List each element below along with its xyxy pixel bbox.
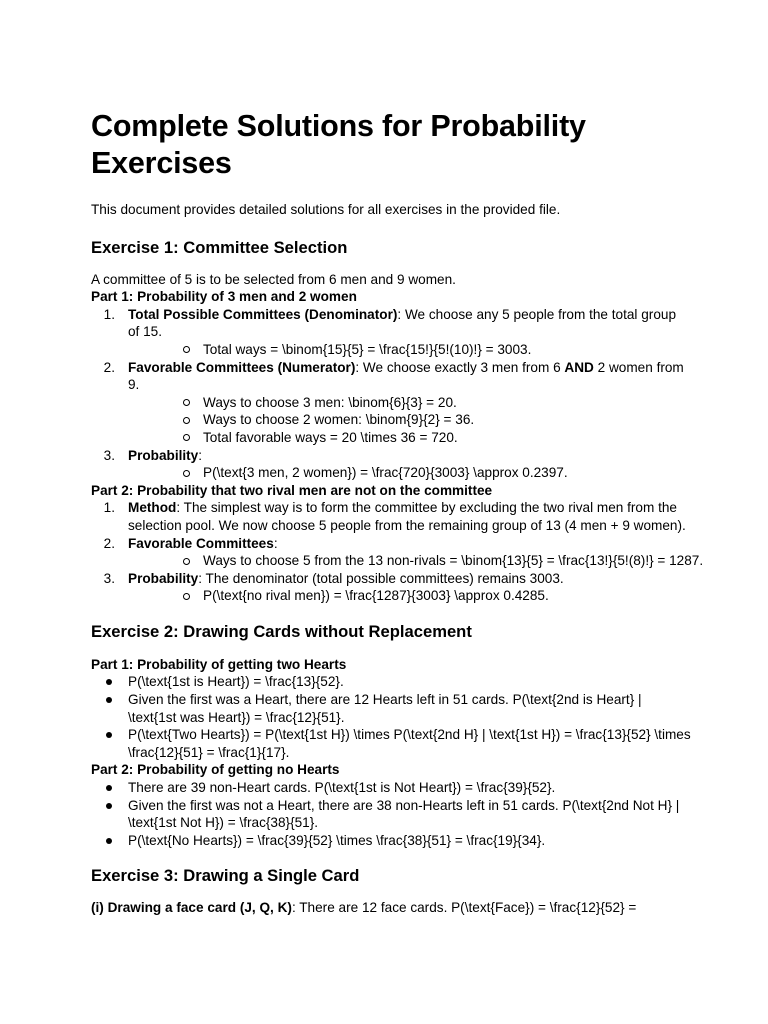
list-item: 2. Favorable Committees (Numerator): We choose exactly 3 men from 6 AND 2 women from 9. Ways to choose 3 men: \binom{6}{3} = 20. Ways to choose 2 women: \binom{9}{2} = 36. Total favorable ways = 20 \times 36 = 720. (91, 359, 691, 447)
list-item: 1. Method: The simplest way is to form the committee by excluding the two rival men from the selection pool. We now choose 5 people from the remaining group of 13 (4 men + 9 women). (103, 500, 686, 533)
sub-item: Ways to choose 5 from the 13 non-rivals = \binom{13}{5} = \frac{13!}{5!(8)!} = 1287. (128, 552, 691, 570)
bullet-item: P(\text{No Hearts}) = \frac{39}{52} \times \frac{38}{51} = \frac{19}{34}. (91, 832, 691, 850)
sub-list (128, 464, 691, 482)
bullet-item: Given the first was a Heart, there are 12 Hearts left in 51 cards. P(\text{2nd is Heart} | \text{1st was Heart}) = \frac{12}{51}. (91, 691, 691, 726)
sub-list (128, 552, 704, 570)
bullet-item: Given the first was not a Heart, there are 38 non-Hearts left in 51 cards. P(\text{2nd Not H} | \text{1st Not H}) = \frac{38}{51}. (91, 797, 691, 832)
exercise-2-heading: Exercise 2: Drawing Cards without Replacement (91, 621, 472, 641)
bullet-list (91, 673, 691, 761)
sub-item: Ways to choose 2 women: \binom{9}{2} = 36. (128, 411, 691, 429)
sub-item: Total ways = \binom{15}{5} = \frac{15!}{5!(10)!} = 3003. (128, 341, 691, 359)
list-item: 2. Favorable Committees: Ways to choose 5 from the 13 non-rivals = \binom{13}{5} = \frac{13!}{5!(8)!} = 1287. (103, 535, 704, 569)
exercise-1-intro: A committee of 5 is to be selected from 6 men and 9 women. (91, 271, 456, 287)
intro-paragraph: This document provides detailed solutions for all exercises in the provided file. (91, 202, 561, 217)
part-heading: Part 2: Probability that two rival men are not on the committee (91, 482, 493, 498)
bullet-item: There are 39 non-Heart cards. P(\text{1st is Not Heart}) = \frac{39}{52}. (91, 779, 691, 797)
part-heading: Part 1: Probability of 3 men and 2 women (91, 289, 357, 305)
numbered-list (91, 306, 691, 482)
numbered-list (91, 499, 704, 605)
document-title: Complete Solutions for Probability Exercises (91, 109, 586, 180)
exercise-3-heading: Exercise 3: Drawing a Single Card (91, 866, 360, 886)
bullet-item: P(\text{1st is Heart}) = \frac{13}{52}. (91, 673, 691, 691)
sub-list (128, 394, 691, 447)
bullet-item: P(\text{Two Hearts}) = P(\text{1st H}) \times P(\text{2nd H} | \text{1st H}) = \frac{13}{52} \times \frac{12}{51} = \frac{1}{17}. (91, 726, 691, 761)
list-item: 3. Probability: P(\text{3 men, 2 women}) = \frac{720}{3003} \approx 0.2397. (91, 447, 691, 482)
sub-item: Total favorable ways = 20 \times 36 = 720. (128, 429, 691, 447)
part-heading: Part 1: Probability of getting two Hearts (91, 656, 347, 672)
sub-list (128, 341, 691, 359)
sub-list (128, 587, 691, 605)
exercise-1-heading: Exercise 1: Committee Selection (91, 237, 348, 257)
sub-item: P(\text{no rival men}) = \frac{1287}{3003} \approx 0.4285. (128, 587, 691, 605)
list-item: 1. Total Possible Committees (Denominator): We choose any 5 people from the total group of 15. Total ways = \binom{15}{5} = \frac{15!}{5!(10)!} = 3003. (91, 306, 691, 359)
bullet-list (91, 779, 691, 849)
exercise-3-line: (i) Drawing a face card (J, Q, K): There are 12 face cards. P(\text{Face}) = \frac{12}{52} = (91, 900, 637, 916)
part-heading: Part 2: Probability of getting no Hearts (91, 762, 340, 778)
sub-item: P(\text{3 men, 2 women}) = \frac{720}{3003} \approx 0.2397. (128, 464, 691, 482)
sub-item: Ways to choose 3 men: \binom{6}{3} = 20. (128, 394, 691, 412)
document-body (91, 108, 704, 917)
list-item: 3. Probability: The denominator (total possible committees) remains 3003. P(\text{no rival men}) = \frac{1287}{3003} \approx 0.4285. (91, 570, 691, 605)
